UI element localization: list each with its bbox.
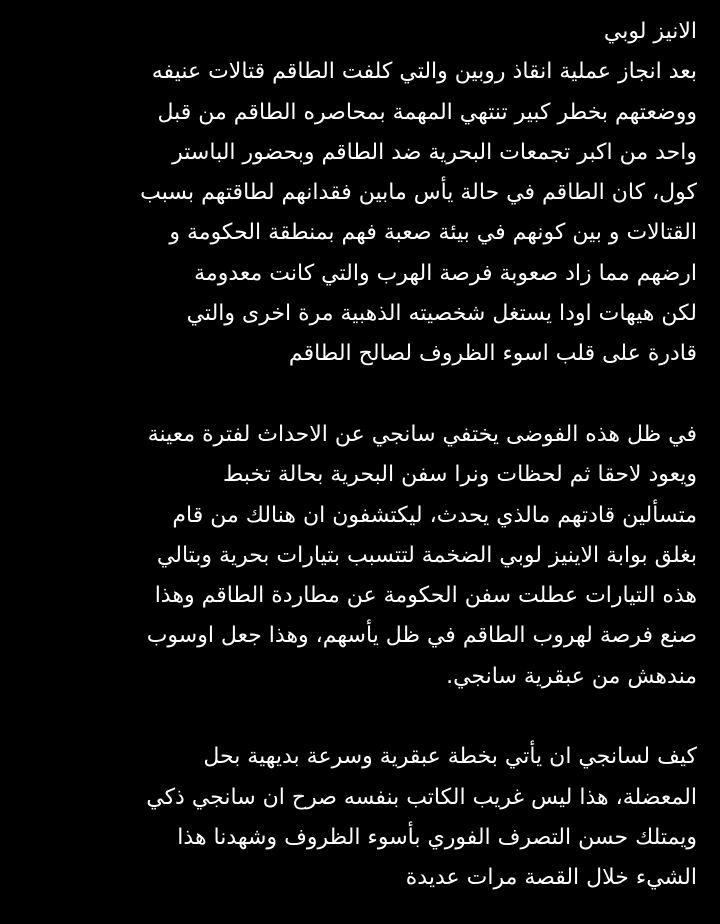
paragraph-line: المعضلة، هذا ليس غريب الكاتب بنفسه صرح ان سانجي ذكي [146,784,697,810]
document-title: الانيز لوبي [603,19,697,44]
paragraph-line: ووضعتهم بخطر كبير تنتهي المهمة بمحاصره الطاقم من قبل [157,99,697,125]
paragraph-line: ويعود لاحقا ثم لحظات ونرا سفن البحرية بحالة تخبط [223,462,697,488]
paragraph-line: لكن هيهات اودا يستغل شخصيته الذهبية مرة اخرى والتي [186,301,697,327]
paragraph-line: قادرة على قلب اسوء الظروف لصالح الطاقم [288,341,697,367]
paragraph-2 [7,415,697,697]
paragraph-line: متسألين قادتهم مالذي يحدث، ليكتشفون ان هنالك من قام [172,502,697,528]
paragraph-line: بغلق بوابة الاينيز لوبي الضخمة لتتسبب بتيارات بحرية وبتالي [156,542,697,568]
paragraph-line: كول، كان الطاقم في حالة يأس مابين فقدانهم لطاقتهم بسبب [140,180,697,206]
paragraph-line: ويمتلك حسن التصرف الفوري بأسوء الظروف وشهدنا هذا [177,824,697,850]
paragraph-line: صنع فرصة لهروب الطاقم في ظل يأسهم، وهذا جعل اوسوب [146,623,697,649]
paragraph-spacer [7,375,697,415]
paragraph-line: ارضهم مما زاد صعوبة فرصة الهرب والتي كانت معدومة [194,260,697,286]
article-text [7,12,697,899]
paragraph-line: هذه التيارات عطلت سفن الحكومة عن مطاردة الطاقم وهذا [154,583,697,609]
paragraph-1 [7,52,697,374]
paragraph-line: الشيء خلال القصة مرات عديدة [405,865,697,891]
paragraph-line: مندهش من عبقرية سانجي. [446,663,697,689]
paragraph-line: القتالات و بين كونهم في بيئة صعبة فهم بمنطقة الحكومة و [169,220,697,246]
paragraph-spacer [7,697,697,737]
paragraph-line: كيف لسانجي ان يأتي بخطة عبقرية وسرعة بديهية بحل [203,744,697,770]
paragraph-line: واحد من اكبر تجمعات البحرية ضد الطاقم وبحضور الباستر [172,139,697,165]
paragraph-3 [7,737,697,898]
paragraph-line: في ظل هذه الفوضى يختفي سانجي عن الاحداث لفترة معينة [147,421,697,447]
paragraph-line: بعد انجاز عملية انقاذ روبين والتي كلفت الطاقم قتالات عنيفه [151,59,697,85]
